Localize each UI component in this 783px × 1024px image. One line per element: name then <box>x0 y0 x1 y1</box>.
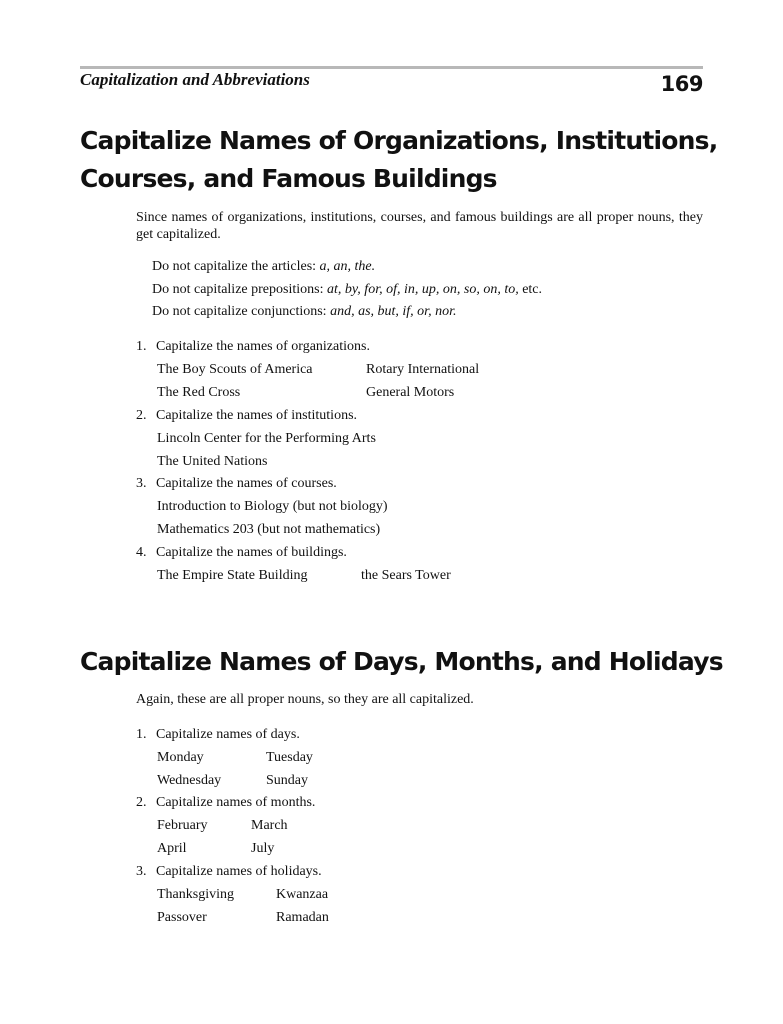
example-text: The Red Cross <box>157 385 241 400</box>
section2-heading: Capitalize Names of Days, Months, and Holidays <box>80 647 723 676</box>
example-text: Introduction to Biology (but not biology) <box>157 499 388 514</box>
section2-intro: Again, these are all proper nouns, so they are all capitalized. <box>136 692 474 707</box>
list-item-number: 1. <box>136 727 147 742</box>
example-text: February <box>157 818 208 833</box>
header-rule <box>80 66 703 69</box>
running-title: Capitalization and Abbreviations <box>80 70 310 89</box>
example-text: Lincoln Center for the Performing Arts <box>157 431 376 446</box>
example-text: The United Nations <box>157 454 268 469</box>
section1-heading-line2: Courses, and Famous Buildings <box>80 164 497 193</box>
list-item-text: Capitalize names of months. <box>156 795 316 810</box>
example-text: Monday <box>157 750 204 765</box>
example-text: Wednesday <box>157 773 222 788</box>
example-text: Kwanzaa <box>276 887 329 902</box>
rule-articles: Do not capitalize the articles: a, an, the. <box>152 259 376 274</box>
example-text: April <box>157 841 187 856</box>
list-item-number: 4. <box>136 545 147 560</box>
list-item-number: 2. <box>136 795 147 810</box>
list-item-number: 2. <box>136 408 147 423</box>
list-item-text: Capitalize the names of buildings. <box>156 545 347 560</box>
example-text: July <box>251 841 275 856</box>
list-item-text: Capitalize the names of courses. <box>156 476 337 491</box>
list-item-text: Capitalize the names of organizations. <box>156 339 370 354</box>
rule-prepositions: Do not capitalize prepositions: at, by, for, of, in, up, on, so, on, to, etc. <box>152 282 543 297</box>
list-item-text: Capitalize the names of institutions. <box>156 408 358 423</box>
example-text: Passover <box>157 910 207 925</box>
example-text: Rotary International <box>366 362 480 377</box>
example-text: The Boy Scouts of America <box>157 362 313 377</box>
page-number: 169 <box>660 72 703 96</box>
list-item-text: Capitalize names of days. <box>156 727 300 742</box>
section1-intro: Since names of organizations, institutions, courses, and famous buildings are all proper nouns, they get capitalized. <box>136 210 703 242</box>
list-item-number: 1. <box>136 339 147 354</box>
example-text: Ramadan <box>276 910 329 925</box>
list-item-number: 3. <box>136 864 147 879</box>
section1-heading-line1: Capitalize Names of Organizations, Institutions, <box>80 126 718 155</box>
example-text: General Motors <box>366 385 455 400</box>
list-item-number: 3. <box>136 476 147 491</box>
example-text: Mathematics 203 (but not mathematics) <box>157 522 381 537</box>
example-text: Tuesday <box>266 750 313 765</box>
example-text: March <box>251 818 288 833</box>
example-text: The Empire State Building <box>157 568 308 583</box>
list-item-text: Capitalize names of holidays. <box>156 864 322 879</box>
rule-conjunctions: Do not capitalize conjunctions: and, as, but, if, or, nor. <box>152 304 457 319</box>
example-text: the Sears Tower <box>361 568 451 583</box>
example-text: Sunday <box>266 773 308 788</box>
section1-heading <box>80 122 717 198</box>
example-text: Thanksgiving <box>157 887 234 902</box>
